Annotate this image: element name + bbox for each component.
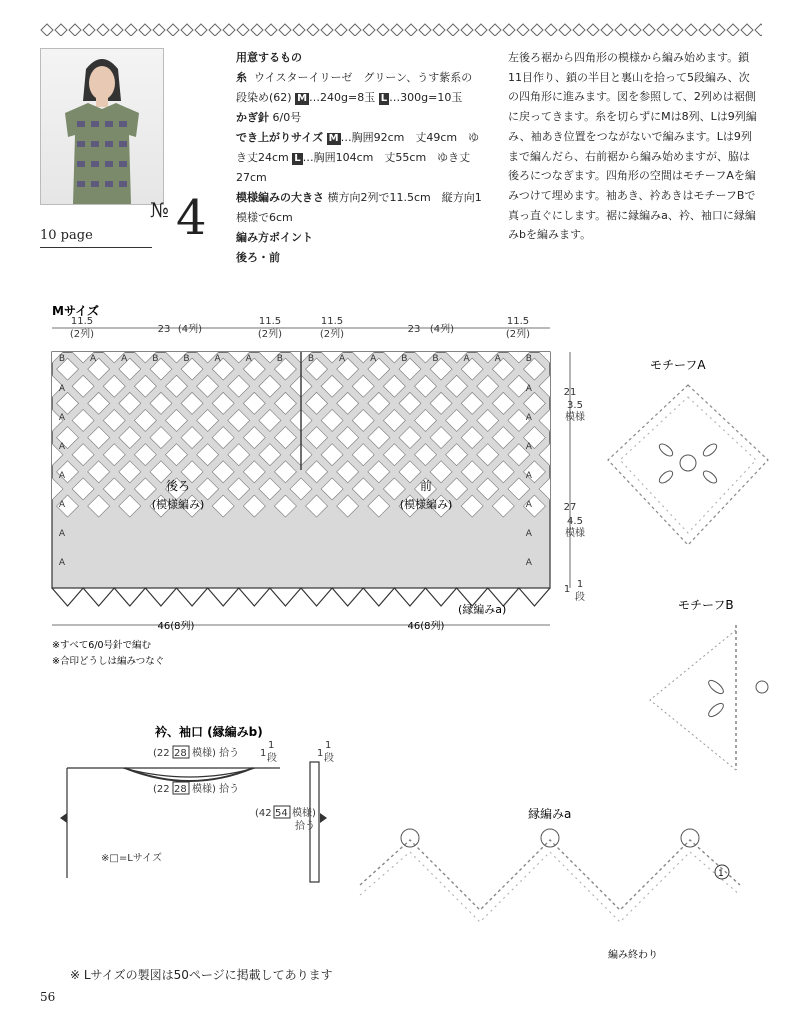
motif-diamond [119,324,141,346]
finished-l: …胸囲104cm 丈55cm ゆき丈27cm [236,151,471,184]
row1-num: 1 [260,748,267,759]
note-join: ※合印どうしは編みつなぐ [52,656,165,667]
number-mark: № [150,198,169,222]
points-text: 左後ろ裾から四角形の模様から編み始めます。鎖11目作り、鎖の半目と裏山を拾って5段編み、次の四角形に進みます。図を参照して、2列めは裾側に戻ってきます。糸を切らずにMは8列、Lは9列編み、袖あき位置をつながないで編みます。Lは9列まで編んだら、右前裾から編み始めますが、脇は後ろにつなぎます。四角形の空間はモチーフAを編みつけて埋めます。袖あき、衿あきはモチーフBで真っ直ぐにします。裾に縁編みa、衿、袖口に縁編みbを編みます。 [508,51,757,242]
cell-label: A [370,354,377,364]
dim-5-cm: 23 [407,324,421,335]
instructions-column-2 [508,48,760,245]
side-top-cm: 21 [563,387,577,398]
row2-num: 1 [317,748,324,759]
cell-label: A [339,354,346,364]
motif-diamond [461,324,483,346]
side-mid-unit: 模様 [565,528,585,539]
size-note: ※□=Lサイズ [101,853,162,864]
pattern-number: 4 [176,190,207,246]
edge-a-title: 縁編みa [528,807,572,821]
cell-label: A [121,354,128,364]
edge-a-diagram [350,800,770,970]
hook-label: かぎ針 [236,111,269,124]
decorative-border [40,22,762,36]
pick2-box: 28 [174,784,187,795]
motif-diamond [212,324,234,346]
pick2-a: (22 [153,784,170,795]
gauge-text: 横方向2列で11.5cm 縦方向1模様で6cm [236,191,482,224]
pick3-a: (42 [255,808,272,819]
back-label: 後ろ [165,479,191,493]
materials-heading: 用意するもの [236,51,302,64]
motif-diamond [30,358,47,380]
cell-label: A [58,471,66,481]
motif-diamond [555,324,577,346]
motif-diamond [30,324,47,346]
cell-label: B [183,354,190,364]
cell-label: B [432,354,439,364]
side-top-unit: 模様 [565,412,585,423]
side-bot-unit: 段 [575,592,585,603]
size-title: Mサイズ [52,304,99,318]
cell-label: A [525,442,532,452]
size-m-badge-2: M [328,133,339,144]
back-sub-label: (模様編み) [151,498,205,511]
cell-label: A [90,354,97,364]
motif-diamond [30,461,47,483]
points-heading: 編み方ポイント [236,231,313,244]
cell-label: B [525,354,532,364]
pick3-b: 模様) [292,808,316,819]
dim-1-cm: 11.5 [70,316,94,327]
bottom-right-dim: 46(8列) [407,621,445,632]
cell-label: B [401,354,408,364]
edge-marker: 1 [718,869,724,879]
edge-end-label: 編み終わり [608,950,658,961]
motif-a-title: モチーフA [650,358,706,372]
motif-diamond [555,461,577,483]
dim-4-cols: (2列) [319,329,345,340]
motif-diamond [368,324,390,346]
model-photo [40,48,164,205]
border-pattern [40,23,762,36]
pick1-a: (22 [153,748,170,759]
cell-label: A [494,354,501,364]
size-l-badge: L [380,93,388,104]
points-label: 後ろ・前 [236,251,280,264]
size-l-badge-2: L [294,153,301,164]
size-m-badge: M [297,93,308,104]
motif-diamond [30,495,47,517]
finished-size-heading: でき上がりサイズ [236,131,324,144]
pick3-box: 54 [275,808,288,819]
yarn-m-amount: …240g=8玉 [309,91,376,104]
bottom-left-dim: 46(8列) [157,621,195,632]
cell-label: A [58,413,66,423]
gauge-heading: 模様編みの大きさ [236,191,324,204]
pick1-b: 模様) 拾う [192,748,240,759]
motif-diamond [570,341,592,363]
instructions-column-1 [236,48,482,268]
page-rule [40,247,152,248]
cell-label: A [525,558,532,568]
border-a-label: (縁編みa) [458,603,507,616]
row1-sub: 1 [268,740,275,751]
side-mid-cm: 27 [563,502,577,513]
finished-m: …胸囲92cm 丈49cm ゆき丈24cm [236,131,480,164]
dim-6-cols: (2列) [505,329,531,340]
side-mid-motifs: 4.5 [567,516,583,527]
cell-label: A [58,384,66,394]
cell-label: A [525,471,532,481]
cell-label: A [245,354,252,364]
side-bot-rows: 1 [576,579,584,590]
yarn-label: 糸 [236,71,247,84]
dim-5-cols: (4列) [429,324,455,335]
cell-label: A [214,354,221,364]
cell-label: A [58,529,66,539]
cell-label: B [58,354,66,364]
dim-1-cols: (2列) [69,329,95,340]
motif-diamond [30,392,47,414]
motif-diamond [570,444,592,466]
row1-unit: 段 [267,753,277,764]
cell-label: B [276,354,283,364]
motif-diamond [30,427,47,449]
motif-diamond [30,444,32,466]
side-bot-cm: 1 [563,584,571,595]
note-hook: ※すべて6/0号針で編む [52,640,152,651]
cell-label: A [525,413,532,423]
cell-label: A [525,529,532,539]
cell-label: A [525,500,532,510]
dim-2-cm: 23 [157,324,171,335]
motif-diamond [555,358,577,380]
motif-b-title: モチーフB [678,598,734,612]
dim-2-cols: (4列) [177,324,203,335]
front-label: 前 [419,479,433,493]
motif-a-diagram [598,355,778,570]
pick1-box: 28 [174,748,187,759]
motif-diamond [30,478,32,500]
cell-label: A [463,354,470,364]
cell-label: A [58,500,66,510]
hook-text: 6/0号 [272,111,302,124]
motif-diamond [570,478,592,500]
pick3-c: 拾う [295,821,315,832]
pick2-b: 模様) 拾う [192,784,240,795]
motif-diamond [30,341,32,363]
row2-unit: 段 [324,753,334,764]
side-top-motifs: 3.5 [567,400,583,411]
motif-diamond [30,409,32,431]
cell-label: A [525,384,532,394]
motif-diamond [586,324,608,346]
dim-3-cols: (2列) [257,329,283,340]
row2-sub: 1 [325,740,332,751]
dim-3-cm: 11.5 [258,316,282,327]
motif-b-diagram [630,595,780,775]
footer-note: ※ Lサイズの製図は50ページに掲載してあります [70,968,333,982]
collar-cuff-diagram [55,718,375,883]
cell-label: B [307,354,315,364]
cell-label: A [58,558,66,568]
dim-6-cm: 11.5 [506,316,530,327]
motif-diamond [555,427,577,449]
page-reference: 10 page [40,228,93,243]
front-sub-label: (模様編み) [399,498,453,511]
cell-label: A [58,442,66,452]
collar-title: 衿、袖口 (縁編みb) [155,725,263,739]
yarn-text: ウイスターイリーゼ グリーン、うす紫系の段染め(62) [236,71,473,104]
dim-4-cm: 11.5 [320,316,344,327]
page-number: 56 [40,990,56,1004]
cell-label: B [152,354,159,364]
motif-diamond [30,375,32,397]
yarn-l-amount: …300g=10玉 [389,91,463,104]
